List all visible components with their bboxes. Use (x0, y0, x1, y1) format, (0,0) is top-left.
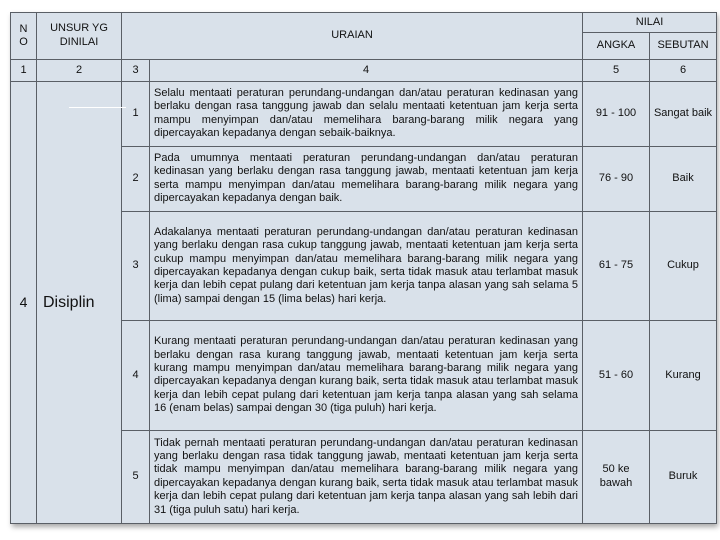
header-angka (583, 33, 650, 59)
discipline-assessment-table (10, 12, 717, 524)
header-unsur (37, 13, 122, 60)
col-number-4: 4 (150, 59, 583, 81)
col-number-6: 6 (650, 59, 717, 81)
header-sebutan-label: SEBUTAN (657, 39, 709, 52)
assessment-table-frame (10, 12, 716, 524)
col-number-2: 2 (37, 59, 122, 81)
row-description: Selalu mentaati peraturan perundang-undangan dan/atau peraturan kedinasan yang berlaku dengan rasa tanggung jawab dan selalu mentaati ketentuan jam kerja serta mampu menyimpan dan/atau memelihara barang-barang milik negara yang dipercayakan kepadanya dengan sebaik-baiknya. (150, 81, 583, 146)
table-row (11, 81, 717, 146)
header-unsur-label: UNSUR YG DINILAI (50, 22, 108, 48)
row-description: Adakalanya mentaati peraturan perundang-undangan dan/atau peraturan kedinasan yang berlaku dengan rasa cukup tanggung jawab, mentaati ketentuan jam kerja serta cukup mampu menyimpan dan/atau memelihara barang-barang milik negara yang dipercayakan kepadanya dengan cukup baik, serta tidak masuk atau terlambat masuk kerja dan lebih cepat pulang dari ketentuan jam kerja tanpa alasan yang sah selama 5 (lima) sampai dengan 15 (lima belas) hari kerja. (150, 211, 583, 321)
header-angka-label: ANGKA (596, 39, 636, 52)
row-description: Tidak pernah mentaati peraturan perundang-undangan dan/atau peraturan kedinasan yang berlaku dengan rasa tidak tanggung jawab, mentaati ketentuan jam kerja serta tidak mampu menyimpan dan/atau memelihara barang-barang milik negara yang dipercayakan kepadanya dengan kurang baik, serta tidak masuk atau terlambat masuk kerja dan lebih cepat pulang dari ketentuan jam kerja tanpa alasan yang sah lebih dari 31 (tiga puluh satu) hari kerja. (150, 430, 583, 523)
header-nilai-label: NILAI (635, 15, 664, 28)
header-sebutan (650, 33, 717, 59)
header-nilai (583, 13, 717, 33)
row-sebutan: Kurang (650, 321, 717, 431)
row-angka: 76 - 90 (583, 146, 650, 211)
row-angka: 50 ke bawah (583, 430, 650, 523)
col-number-3: 3 (122, 59, 150, 81)
row-angka: 61 - 75 (583, 211, 650, 321)
row-index: 1 (122, 81, 150, 146)
col-number-5: 5 (583, 59, 650, 81)
header-no-label: N O (19, 22, 28, 48)
row-index: 3 (122, 211, 150, 321)
numbering-row (11, 59, 717, 81)
row-index: 5 (122, 430, 150, 523)
col-number-1: 1 (11, 59, 37, 81)
row-description: Kurang mentaati peraturan perundang-undangan dan/atau peraturan kedinasan yang berlaku dengan rasa kurang tanggung jawab, mentaati ketentuan jam kerja serta kurang mampu menyimpan dan/atau memelihara barang-barang milik negara yang dipercayakan kepadanya dengan kurang baik, serta tidak masuk atau terlambat masuk kerja dan lebih cepat pulang dari ketentuan jam kerja tanpa alasan yang sah selama 16 (enam belas) sampai dengan 30 (tiga puluh) hari kerja. (150, 321, 583, 431)
item-name: Disiplin (37, 81, 122, 523)
row-sebutan: Baik (650, 146, 717, 211)
header-no (11, 13, 37, 60)
decorative-divider (69, 107, 126, 108)
row-sebutan: Cukup (650, 211, 717, 321)
row-index: 4 (122, 321, 150, 431)
row-sebutan: Sangat baik (650, 81, 717, 146)
row-index: 2 (122, 146, 150, 211)
header-uraian (122, 13, 583, 60)
row-description: Pada umumnya mentaati peraturan perundang-undangan dan/atau peraturan kedinasan yang berlaku dengan rasa tanggung jawab, mentaati ketentuan jam kerja serta mampu menyimpan dan/atau memelihara barang-barang milik negara yang dipercayakan kepadanya dengan baik. (150, 146, 583, 211)
row-sebutan: Buruk (650, 430, 717, 523)
row-angka: 91 - 100 (583, 81, 650, 146)
header-row-1 (11, 13, 717, 33)
header-uraian-label: URAIAN (331, 29, 373, 42)
row-angka: 51 - 60 (583, 321, 650, 431)
item-number: 4 (11, 81, 37, 523)
